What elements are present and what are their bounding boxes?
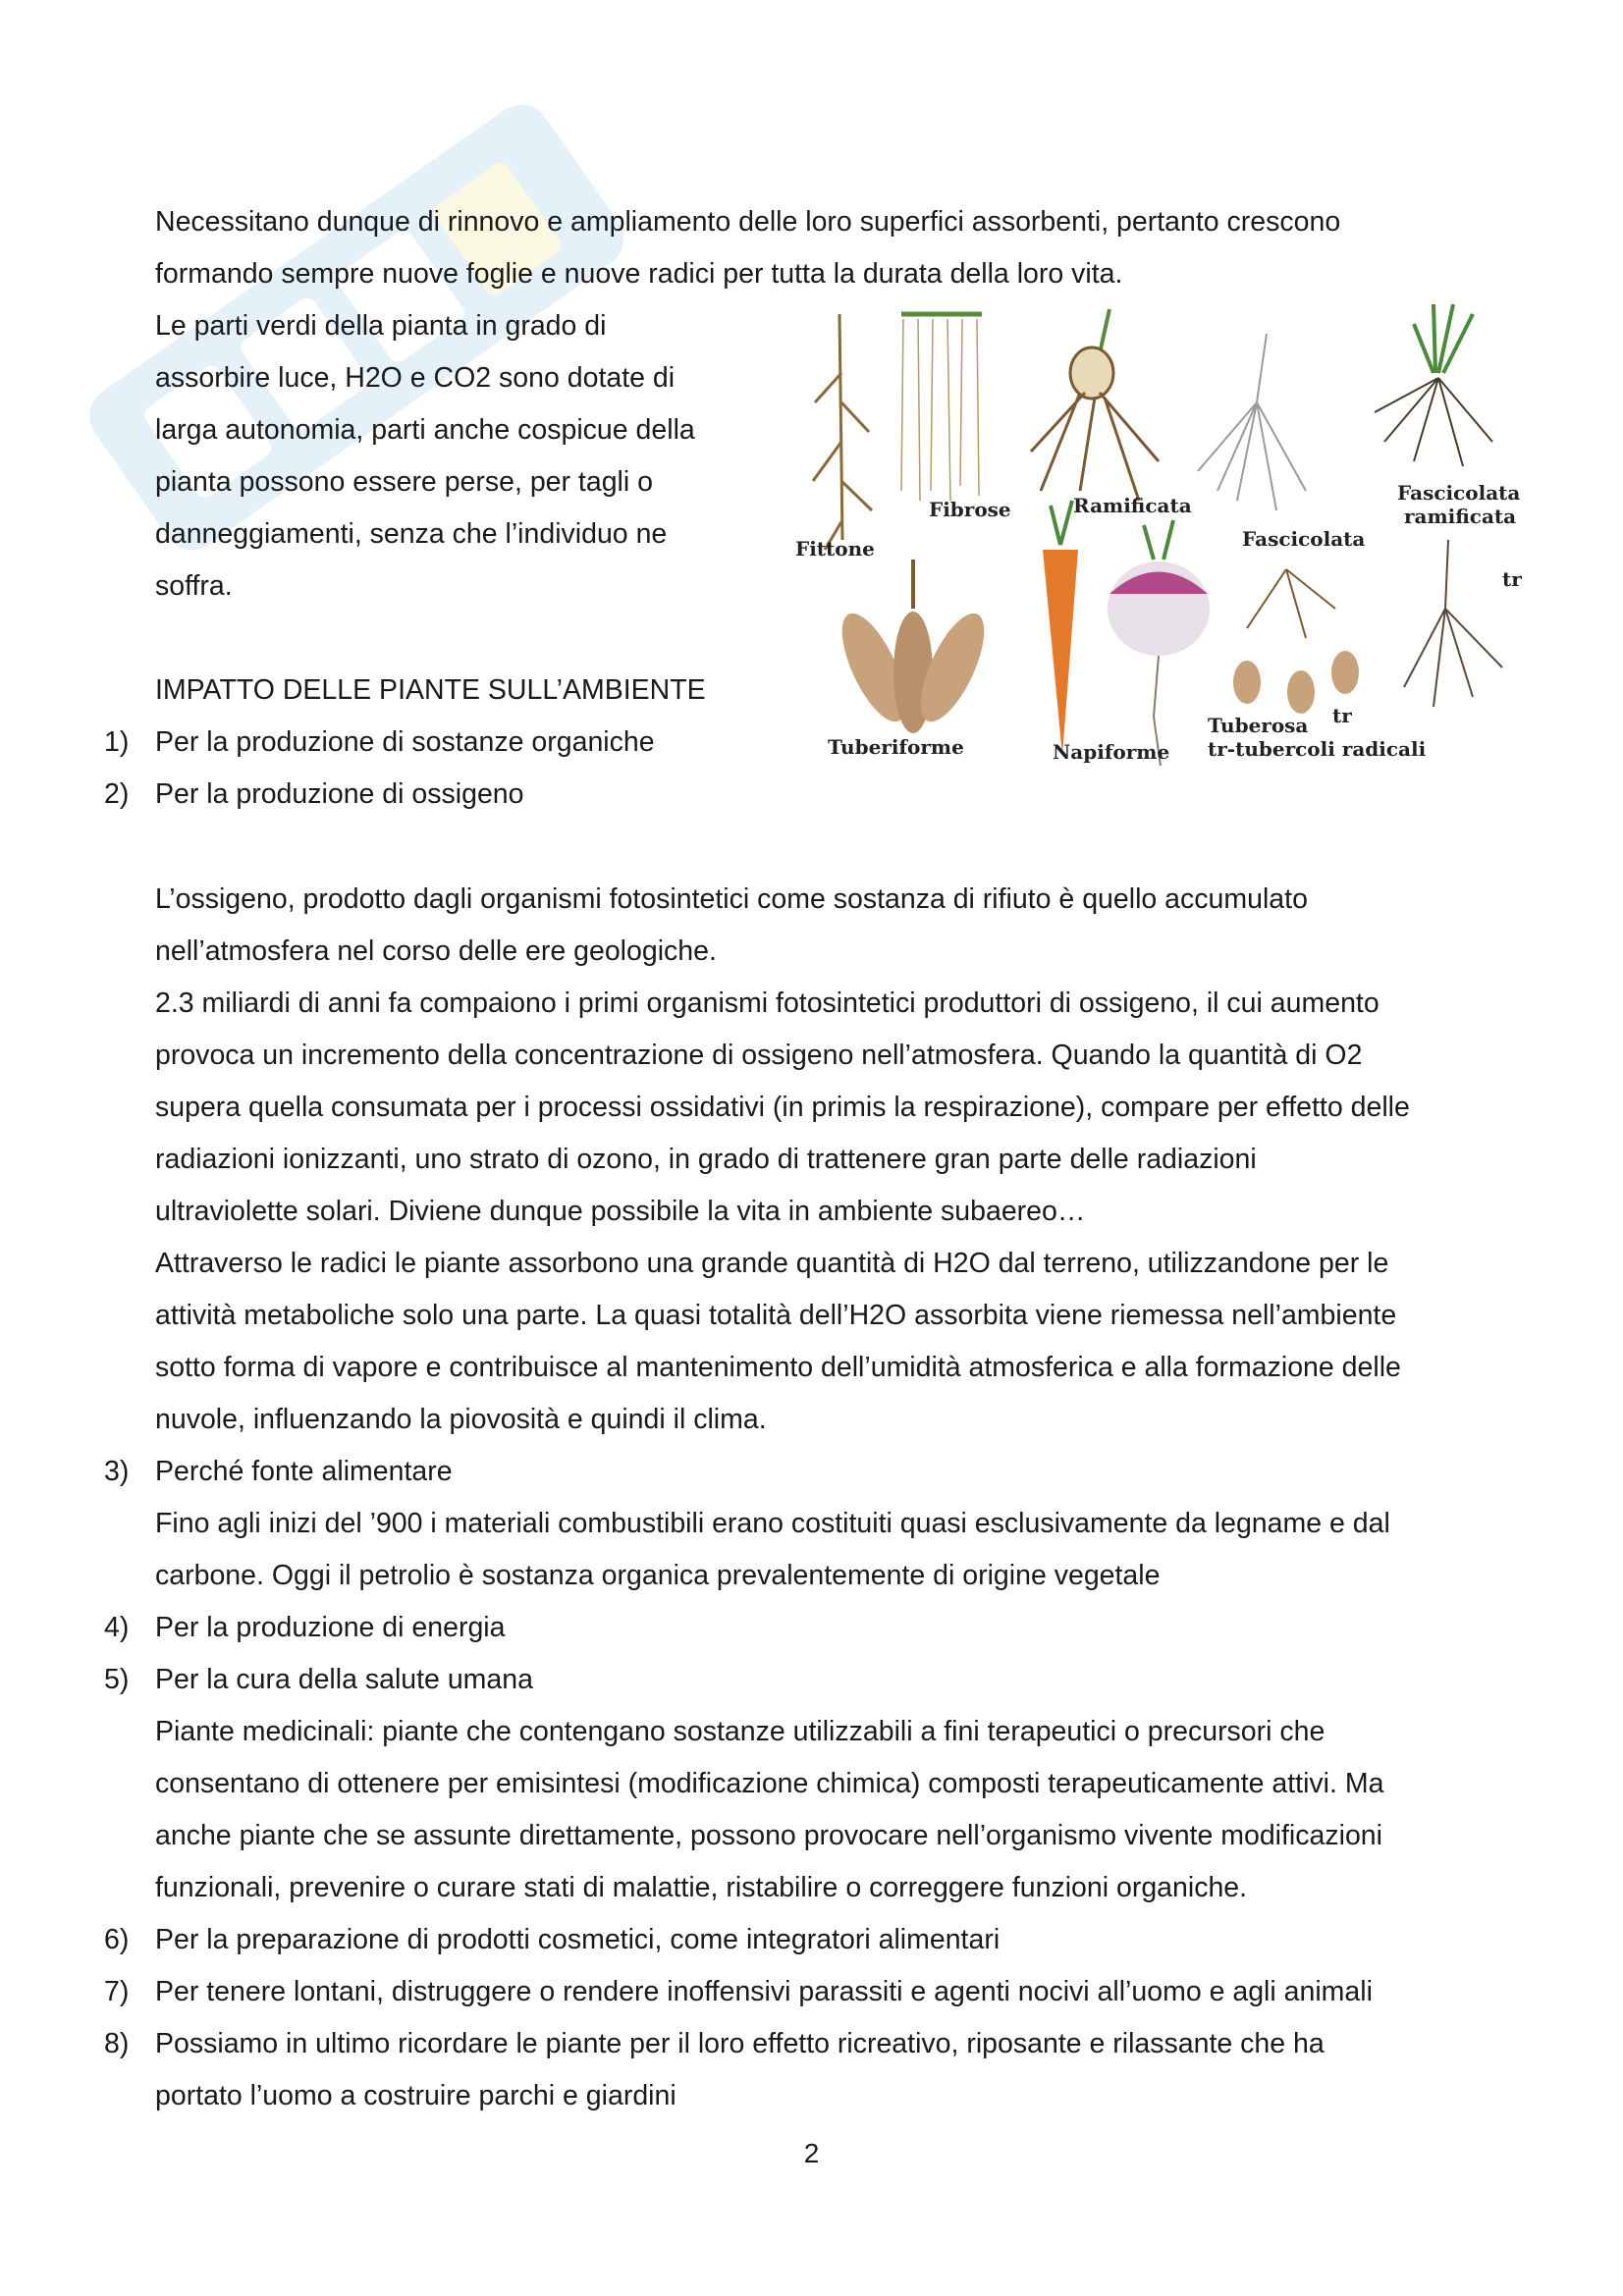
list-item-text: Per la produzione di sostanze organiche [155,726,655,758]
page-number: 2 [803,2138,820,2168]
list-number: 2) [104,778,130,810]
paragraph-line: 2.3 miliardi di anni fa compaiono i primi organismi fotosintetici produttori di ossigeno, il cui aumento [155,988,1380,1019]
list-item-text: Per la cura della salute umana [155,1664,533,1695]
list-number: 6) [104,1924,130,1955]
list-number: 1) [104,726,130,758]
root-types-figure [785,294,1551,775]
tuberosa-root-illustration [1233,569,1359,714]
paragraph-line: provoca un incremento della concentrazione di ossigeno nell’atmosfera. Quando la quantità di O2 [155,1040,1363,1071]
label-tuberiforme: Tuberiforme [828,735,964,759]
list-item-text: Per la produzione di ossigeno [155,778,524,810]
fibrose-root-illustration [901,314,982,501]
list-number: 7) [104,1976,130,2007]
label-napiforme: Napiforme [1053,740,1170,764]
list-item-text: Per tenere lontani, distruggere o rendere inoffensivi parassiti e agenti nocivi all’uomo e agli animali [155,1976,1373,2007]
label-tr-mid: tr [1332,704,1352,727]
list-number: 8) [104,2028,130,2059]
label-tuberosa: Tuberosa [1208,714,1309,737]
paragraph-line: L’ossigeno, prodotto dagli organismi fotosintetici come sostanza di rifiuto è quello accumulato [155,883,1308,915]
list-item-text: Perché fonte alimentare [155,1456,453,1487]
section-heading: IMPATTO DELLE PIANTE SULL’AMBIENTE [155,674,706,706]
label-fascicolata-ramificata-2: ramificata [1404,505,1517,528]
paragraph-line: anche piante che se assunte direttamente, possono provocare nell’organismo vivente modificazioni [155,1820,1382,1851]
left-line: larga autonomia, parti anche cospicue della [155,414,695,446]
paragraph-line: carbone. Oggi il petrolio è sostanza organica prevalentemente di origine vegetale [155,1560,1161,1591]
tuberiforme-root-illustration [830,560,998,733]
label-tubercoli-radicali: tr-tubercoli radicali [1208,737,1427,761]
label-tr-top: tr [1502,567,1522,591]
fascicolata-root-illustration [1198,334,1306,510]
paragraph-line: sotto forma di vapore e contribuisce al mantenimento dell’umidità atmosferica e alla formazione delle [155,1352,1401,1383]
fuel-paragraph [155,1498,1490,1602]
paragraph-line: ultraviolette solari. Diviene dunque possibile la vita in ambiente subaereo… [155,1196,1086,1227]
intro-line-1: Necessitano dunque di rinnovo e ampliamento delle loro superfici assorbenti, pertanto crescono [155,206,1341,238]
list-item-text: Per la preparazione di prodotti cosmetici, come integratori alimentari [155,1924,1001,1955]
medicinal-paragraph [155,1706,1490,1914]
list-item-continuation: portato l’uomo a costruire parchi e giardini [155,2080,676,2111]
paragraph-line: Piante medicinali: piante che contengano sostanze utilizzabili a fini terapeutici o precursori che [155,1716,1325,1747]
paragraph-line: radiazioni ionizzanti, uno strato di ozono, in grado di trattenere gran parte delle radiazioni [155,1144,1257,1175]
paragraph-line: nuvole, influenzando la piovosità e quindi il clima. [155,1404,767,1435]
paragraph-line: Attraverso le radici le piante assorbono una grande quantità di H2O dal terreno, utilizzandone per le [155,1248,1389,1279]
oxygen-paragraph [155,874,1490,1446]
paragraph-line: nell’atmosfera nel corso delle ere geologiche. [155,935,717,967]
carrot-root-illustration [1043,501,1078,756]
list-number: 3) [104,1456,130,1487]
fittone-root-illustration [813,314,872,550]
paragraph-line: Fino agli inizi del ’900 i materiali combustibili erano costituiti quasi esclusivamente da legname e dal [155,1508,1390,1539]
paragraph-line: attività metaboliche solo una parte. La quasi totalità dell’H2O assorbita viene riemessa nell’ambiente [155,1300,1397,1331]
label-fascicolata: Fascicolata [1242,527,1366,551]
paragraph-line: consentano di ottenere per emisintesi (modificazione chimica) composti terapeuticamente attivi. Ma [155,1768,1384,1799]
paragraph-line: funzionali, prevenire o curare stati di malattie, ristabilire o correggere funzioni organiche. [155,1872,1248,1903]
label-fibrose: Fibrose [929,498,1011,521]
left-line: assorbire luce, H2O e CO2 sono dotate di [155,362,676,394]
paragraph-line: supera quella consumata per i processi ossidativi (in primis la respirazione), compare per effetto delle [155,1092,1410,1123]
left-line: Le parti verdi della pianta in grado di [155,310,607,342]
left-line: pianta possono essere perse, per tagli o [155,466,653,498]
left-line: danneggiamenti, senza che l’individuo ne [155,518,668,550]
list-number: 5) [104,1664,130,1695]
label-ramificata: Ramificata [1073,494,1192,517]
list-number: 4) [104,1612,130,1643]
left-line: soffra. [155,570,233,602]
list-item-text: Per la produzione di energia [155,1612,506,1643]
fascicolata-ramificata-root-illustration [1375,304,1492,466]
turnip-root-illustration [1108,520,1210,766]
list-item-text: Possiamo in ultimo ricordare le piante per il loro effetto ricreativo, riposante e rilassante che ha [155,2028,1325,2059]
ramificata-root-illustration [1031,309,1159,501]
intro-line-2: formando sempre nuove foglie e nuove radici per tutta la durata della loro vita. [155,258,1123,290]
label-fascicolata-ramificata-1: Fascicolata [1397,481,1521,505]
tr-root-illustration [1404,540,1502,707]
label-fittone: Fittone [795,537,875,561]
